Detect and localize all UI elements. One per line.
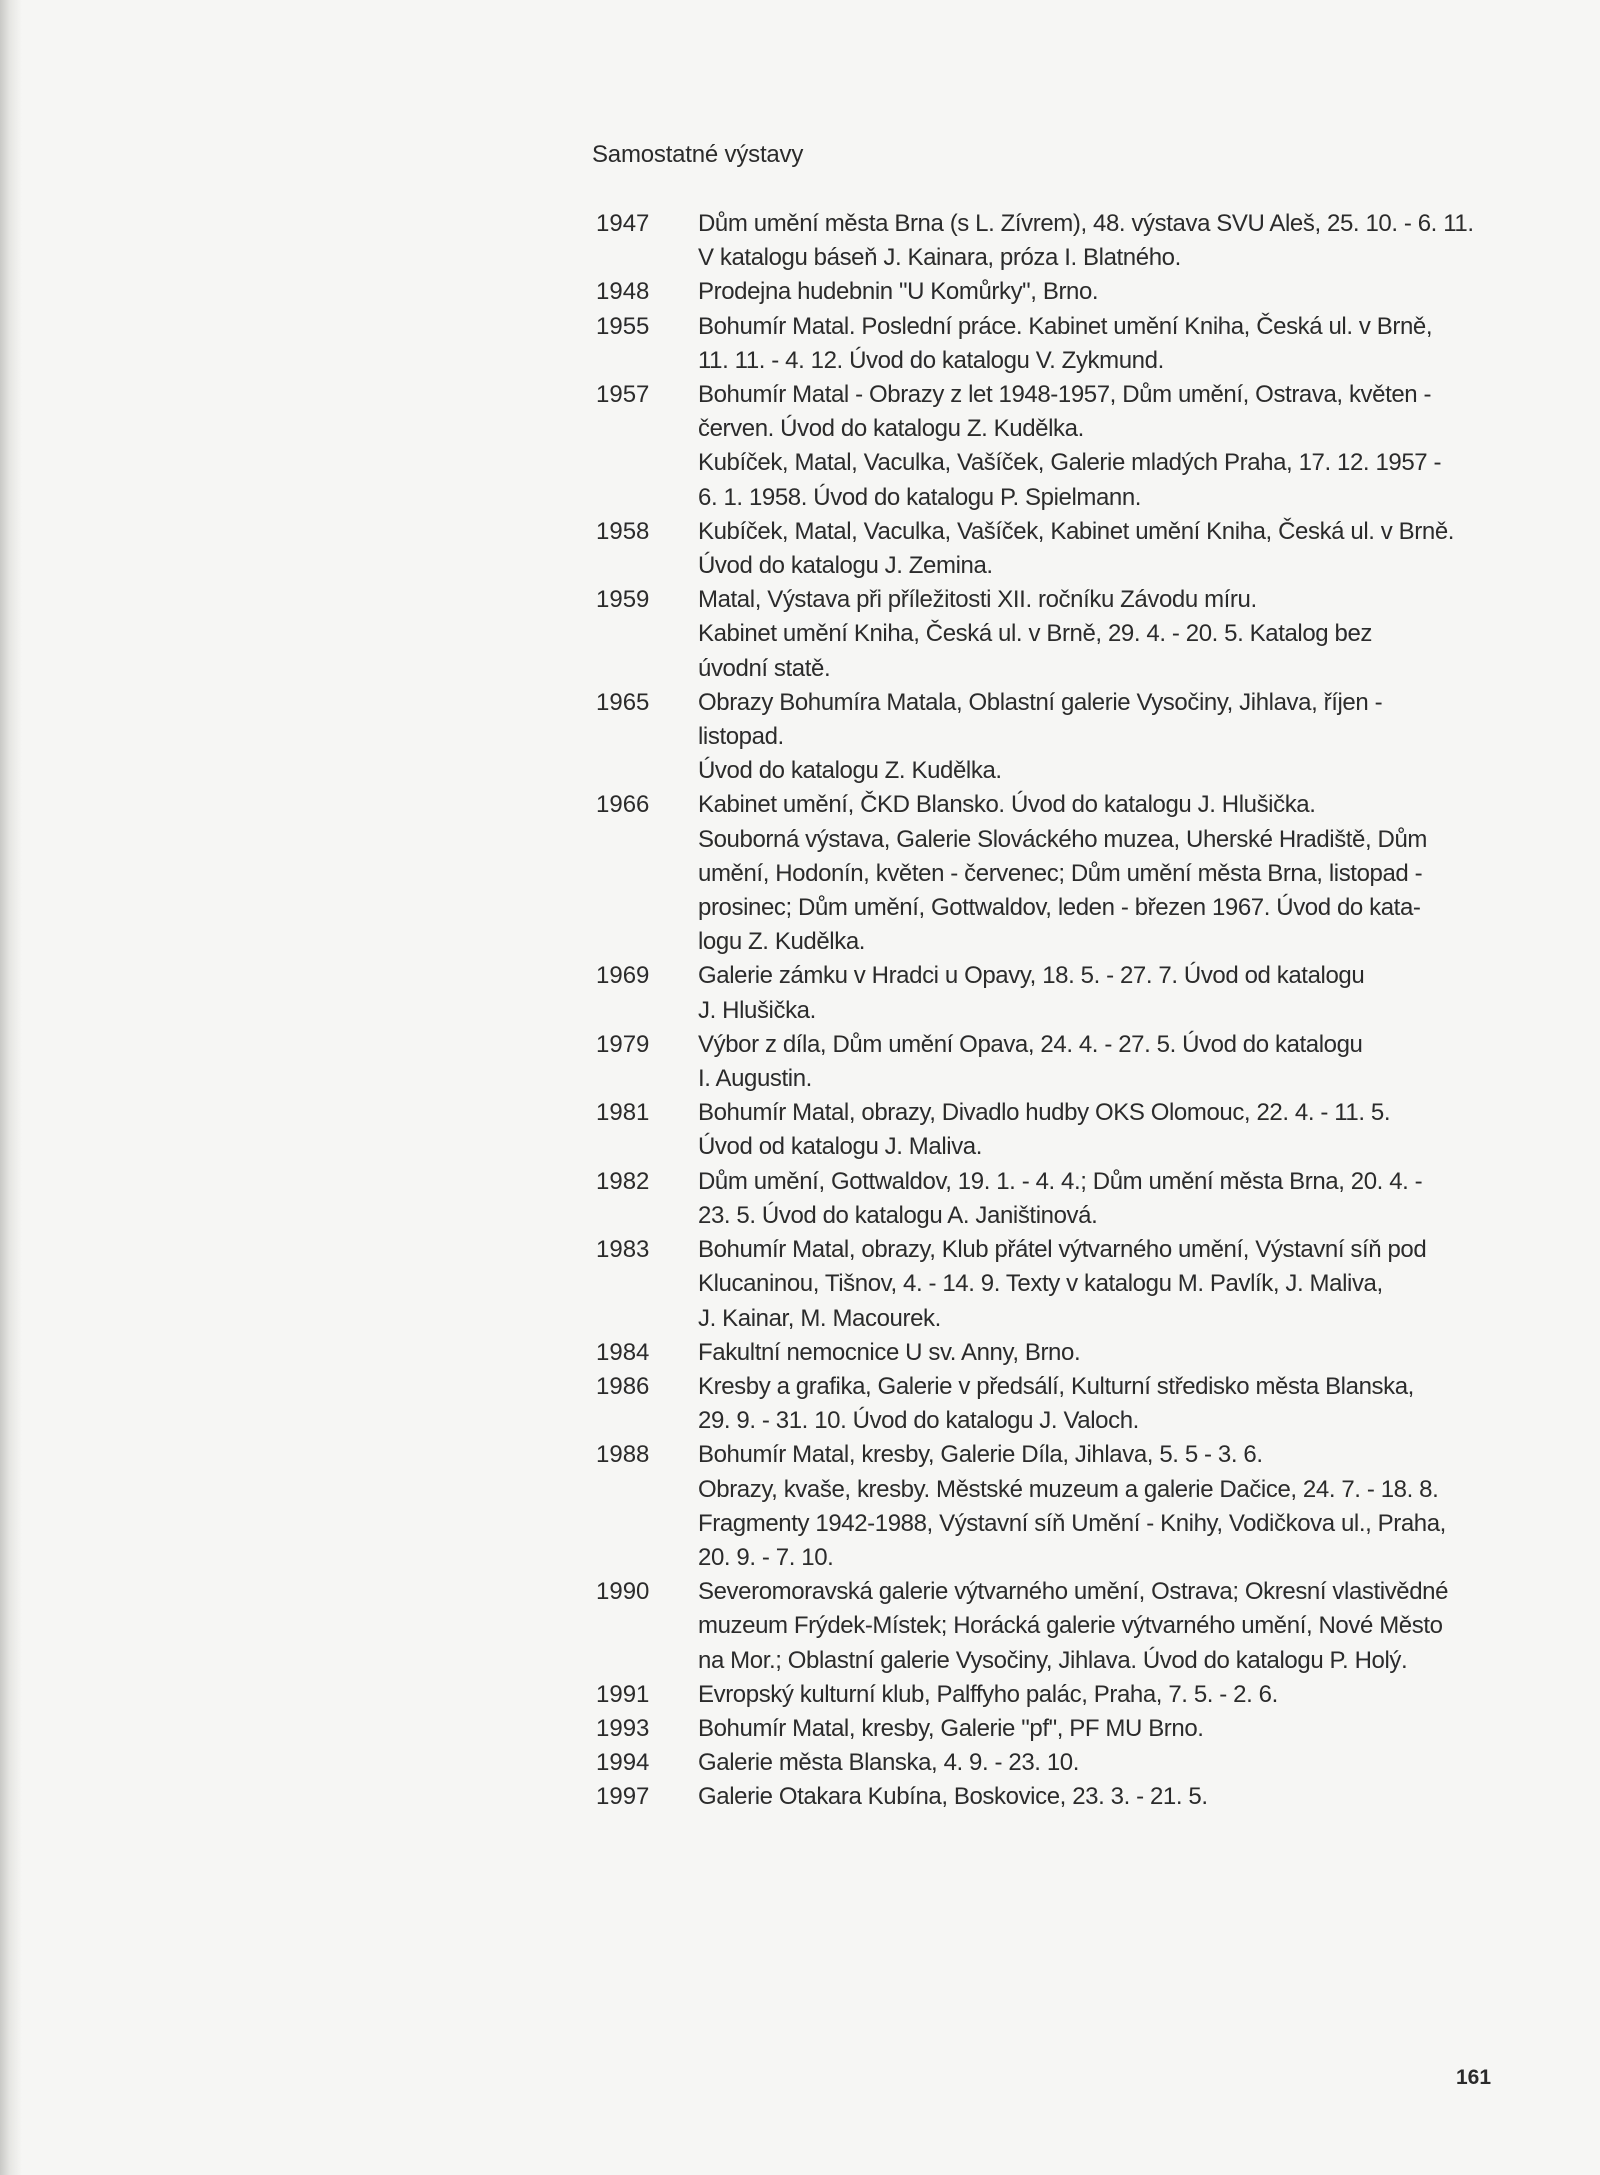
exhibition-year: 1993	[596, 1714, 650, 1742]
exhibition-description	[698, 788, 1486, 959]
exhibition-year: 1955	[596, 312, 650, 340]
exhibition-entry	[596, 515, 1486, 583]
exhibition-description	[698, 310, 1486, 378]
exhibition-year: 1994	[596, 1749, 650, 1777]
page-binding-shadow	[0, 0, 22, 2175]
page-number: 161	[1456, 2066, 1492, 2089]
exhibition-entry	[596, 1096, 1486, 1164]
exhibition-description-line: Prodejna hudebnin "U Komůrky", Brno.	[698, 278, 1099, 306]
exhibition-description	[698, 583, 1486, 686]
exhibition-description	[698, 959, 1486, 1027]
exhibition-entry	[596, 1028, 1486, 1096]
exhibition-description-line: 29. 9. - 31. 10. Úvod do katalogu J. Valoch.	[698, 1407, 1139, 1435]
exhibition-description-line: Dům umění města Brna (s L. Zívrem), 48. výstava SVU Aleš, 25. 10. - 6. 11.	[698, 210, 1474, 237]
exhibition-entry	[596, 310, 1486, 378]
exhibition-description	[698, 1028, 1486, 1096]
exhibition-description-line: Dům umění, Gottwaldov, 19. 1. - 4. 4.; Dům umění města Brna, 20. 4. -	[698, 1167, 1423, 1195]
exhibition-description	[698, 378, 1486, 515]
exhibition-year: 1959	[596, 586, 650, 614]
exhibition-year: 1958	[596, 517, 650, 545]
exhibition-entry	[596, 1233, 1486, 1336]
exhibition-year: 1981	[596, 1099, 650, 1127]
exhibition-description-line: V katalogu báseň J. Kainara, próza I. Blatného.	[698, 244, 1181, 272]
exhibition-description-line: Klucaninou, Tišnov, 4. - 14. 9. Texty v katalogu M. Pavlík, J. Maliva,	[698, 1270, 1383, 1298]
exhibition-description	[698, 1678, 1486, 1712]
exhibition-year: 1948	[596, 278, 650, 306]
exhibition-description-line: umění, Hodonín, květen - červenec; Dům umění města Brna, listopad -	[698, 859, 1423, 887]
exhibition-description-line: červen. Úvod do katalogu Z. Kudělka.	[698, 415, 1084, 443]
exhibition-description-line: Severomoravská galerie výtvarného umění, Ostrava; Okresní vlastivědné	[698, 1578, 1449, 1606]
exhibition-year: 1986	[596, 1372, 650, 1400]
exhibition-entry	[596, 1678, 1486, 1712]
exhibition-year: 1983	[596, 1236, 650, 1264]
exhibition-year: 1991	[596, 1680, 650, 1708]
exhibition-entry	[596, 378, 1486, 515]
exhibition-description-line: na Mor.; Oblastní galerie Vysočiny, Jihlava. Úvod do katalogu P. Holý.	[698, 1646, 1408, 1674]
exhibition-description-line: Bohumír Matal. Poslední práce. Kabinet umění Kniha, Česká ul. v Brně,	[698, 312, 1433, 340]
exhibition-description	[698, 1370, 1486, 1438]
exhibition-year: 1982	[596, 1167, 650, 1195]
exhibition-description-line: 11. 11. - 4. 12. Úvod do katalogu V. Zykmund.	[698, 346, 1164, 374]
exhibition-description-line: J. Hlušička.	[698, 996, 816, 1024]
exhibition-year: 1957	[596, 381, 650, 409]
page-title: Samostatné výstavy	[592, 141, 804, 168]
exhibition-description	[698, 686, 1486, 789]
exhibition-entry	[596, 959, 1486, 1027]
exhibition-description-line: Bohumír Matal, kresby, Galerie Díla, Jihlava, 5. 5 - 3. 6.	[698, 1441, 1263, 1469]
exhibition-description-line: úvodní statě.	[698, 654, 831, 682]
exhibition-description-line: Kresby a grafika, Galerie v předsálí, Kulturní středisko města Blanska,	[698, 1372, 1414, 1400]
exhibition-description-line: Kabinet umění Kniha, Česká ul. v Brně, 29. 4. - 20. 5. Katalog bez	[698, 620, 1373, 648]
exhibition-year: 1984	[596, 1338, 650, 1366]
exhibition-description	[698, 1438, 1486, 1575]
exhibition-description-line: 20. 9. - 7. 10.	[698, 1543, 834, 1571]
exhibition-description	[698, 1096, 1486, 1164]
exhibition-description-line: Evropský kulturní klub, Palffyho palác, Praha, 7. 5. - 2. 6.	[698, 1680, 1278, 1708]
exhibition-entry	[596, 1712, 1486, 1746]
exhibition-entry	[596, 583, 1486, 686]
exhibition-description-line: I. Augustin.	[698, 1065, 812, 1093]
exhibition-description-line: muzeum Frýdek-Místek; Horácká galerie výtvarného umění, Nové Město	[698, 1612, 1443, 1640]
exhibition-year: 1997	[596, 1783, 650, 1811]
exhibition-entry	[596, 1438, 1486, 1575]
exhibition-description	[698, 207, 1486, 275]
exhibition-entry	[596, 1575, 1486, 1678]
exhibition-description	[698, 1165, 1486, 1233]
exhibition-description-line: Bohumír Matal, obrazy, Klub přátel výtvarného umění, Výstavní síň pod	[698, 1236, 1427, 1264]
exhibition-year: 1965	[596, 688, 650, 716]
exhibition-description	[698, 1336, 1486, 1370]
exhibition-entry	[596, 207, 1486, 275]
exhibition-description-line: 23. 5. Úvod do katalogu A. Janištinová.	[698, 1201, 1098, 1229]
exhibition-list	[596, 207, 1486, 1815]
exhibition-description-line: Úvod do katalogu Z. Kudělka.	[698, 757, 1002, 785]
exhibition-year: 1947	[596, 210, 650, 237]
exhibition-description	[698, 275, 1486, 309]
exhibition-description-line: Galerie města Blanska, 4. 9. - 23. 10.	[698, 1749, 1079, 1777]
exhibition-description-line: Matal, Výstava při příležitosti XII. ročníku Závodu míru.	[698, 586, 1257, 614]
exhibition-description-line: Výbor z díla, Dům umění Opava, 24. 4. - 27. 5. Úvod do katalogu	[698, 1030, 1363, 1058]
exhibition-year: 1979	[596, 1030, 650, 1058]
exhibition-description-line: Kubíček, Matal, Vaculka, Vašíček, Kabinet umění Kniha, Česká ul. v Brně.	[698, 517, 1455, 545]
exhibition-description-line: Obrazy, kvaše, kresby. Městské muzeum a galerie Dačice, 24. 7. - 18. 8.	[698, 1475, 1439, 1503]
exhibition-description	[698, 515, 1486, 583]
exhibition-entry	[596, 1336, 1486, 1370]
exhibition-entry	[596, 788, 1486, 959]
exhibition-description-line: Bohumír Matal - Obrazy z let 1948-1957, Dům umění, Ostrava, květen -	[698, 381, 1432, 409]
exhibition-description-line: listopad.	[698, 723, 784, 751]
exhibition-entry	[596, 1370, 1486, 1438]
exhibition-description-line: Souborná výstava, Galerie Slováckého muzea, Uherské Hradiště, Dům	[698, 825, 1428, 853]
exhibition-description-line: Bohumír Matal, kresby, Galerie "pf", PF MU Brno.	[698, 1714, 1204, 1742]
exhibition-description	[698, 1575, 1486, 1678]
exhibition-description-line: Kabinet umění, ČKD Blansko. Úvod do katalogu J. Hlušička.	[698, 791, 1316, 819]
exhibition-entry	[596, 1165, 1486, 1233]
exhibition-entry	[596, 275, 1486, 309]
exhibition-year: 1966	[596, 791, 650, 819]
exhibition-description-line: Galerie Otakara Kubína, Boskovice, 23. 3. - 21. 5.	[698, 1783, 1208, 1811]
exhibition-description-line: J. Kainar, M. Macourek.	[698, 1304, 941, 1332]
exhibition-description-line: logu Z. Kudělka.	[698, 928, 866, 956]
exhibition-description	[698, 1780, 1486, 1814]
exhibition-description-line: Bohumír Matal, obrazy, Divadlo hudby OKS Olomouc, 22. 4. - 11. 5.	[698, 1099, 1391, 1127]
exhibition-description-line: Fakultní nemocnice U sv. Anny, Brno.	[698, 1338, 1081, 1366]
exhibition-description-line: Galerie zámku v Hradci u Opavy, 18. 5. - 27. 7. Úvod od katalogu	[698, 962, 1365, 990]
exhibition-description-line: Fragmenty 1942-1988, Výstavní síň Umění - Knihy, Vodičkova ul., Praha,	[698, 1509, 1446, 1537]
exhibition-entry	[596, 1746, 1486, 1780]
exhibition-year: 1990	[596, 1578, 650, 1606]
exhibition-description	[698, 1746, 1486, 1780]
exhibition-description-line: Kubíček, Matal, Vaculka, Vašíček, Galerie mladých Praha, 17. 12. 1957 -	[698, 449, 1442, 477]
exhibition-description-line: prosinec; Dům umění, Gottwaldov, leden - březen 1967. Úvod do kata-	[698, 894, 1421, 922]
exhibition-description-line: Obrazy Bohumíra Matala, Oblastní galerie Vysočiny, Jihlava, říjen -	[698, 688, 1383, 716]
exhibition-entry	[596, 1780, 1486, 1814]
exhibition-description	[698, 1712, 1486, 1746]
exhibition-description	[698, 1233, 1486, 1336]
exhibition-year: 1969	[596, 962, 650, 990]
exhibition-entry	[596, 686, 1486, 789]
exhibition-description-line: 6. 1. 1958. Úvod do katalogu P. Spielmann.	[698, 483, 1142, 511]
exhibition-description-line: Úvod od katalogu J. Maliva.	[698, 1133, 983, 1161]
exhibition-year: 1988	[596, 1441, 650, 1469]
exhibition-description-line: Úvod do katalogu J. Zemina.	[698, 552, 993, 580]
